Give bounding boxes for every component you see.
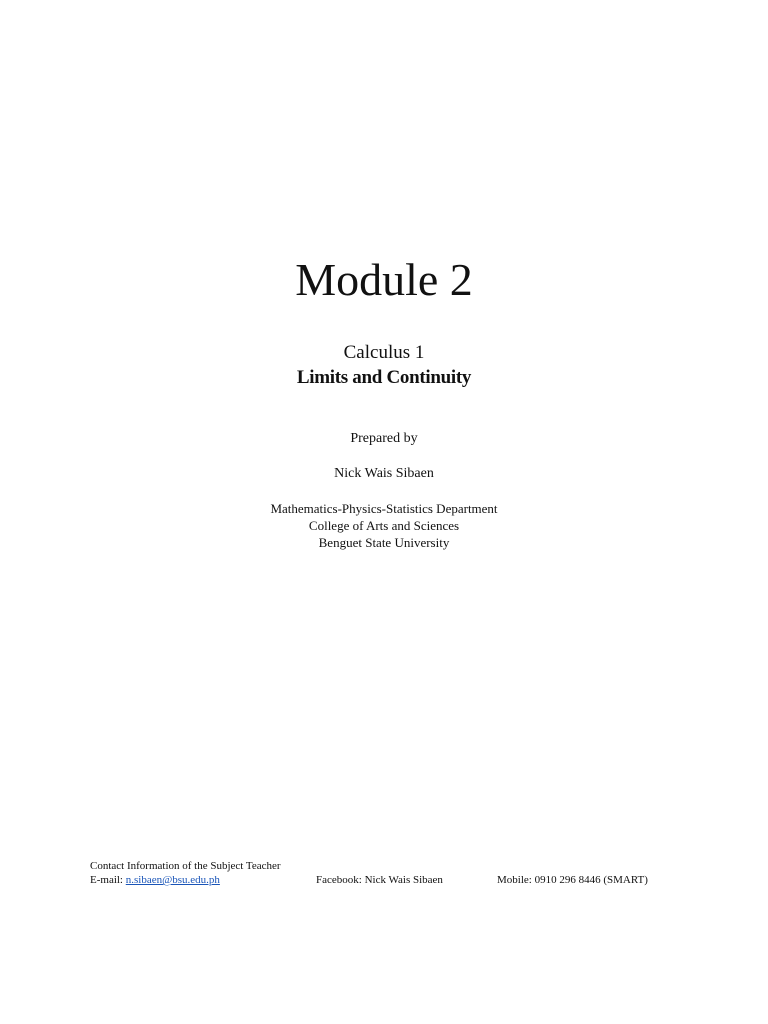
affiliation-college: College of Arts and Sciences bbox=[308, 518, 460, 533]
email-label: E-mail: bbox=[90, 874, 126, 886]
author-name: Nick Wais Sibaen bbox=[334, 466, 434, 481]
affiliation-department: Mathematics-Physics-Statistics Department bbox=[270, 501, 498, 516]
affiliation-university: Benguet State University bbox=[318, 535, 450, 550]
contact-heading: Contact Information of the Subject Teacher bbox=[90, 860, 281, 872]
course-name: Calculus 1 bbox=[343, 342, 425, 363]
email-entry bbox=[90, 873, 220, 887]
module-title: Module 2 bbox=[295, 254, 473, 305]
affiliation-block bbox=[0, 500, 768, 551]
contact-details-row bbox=[90, 873, 690, 887]
prepared-by-label: Prepared by bbox=[350, 431, 418, 446]
module-topic: Limits and Continuity bbox=[296, 367, 472, 388]
mobile-entry: Mobile: 0910 296 8446 (SMART) bbox=[497, 874, 648, 886]
facebook-entry: Facebook: Nick Wais Sibaen bbox=[316, 874, 443, 886]
contact-information bbox=[90, 859, 690, 887]
email-link[interactable]: n.sibaen@bsu.edu.ph bbox=[125, 874, 220, 886]
